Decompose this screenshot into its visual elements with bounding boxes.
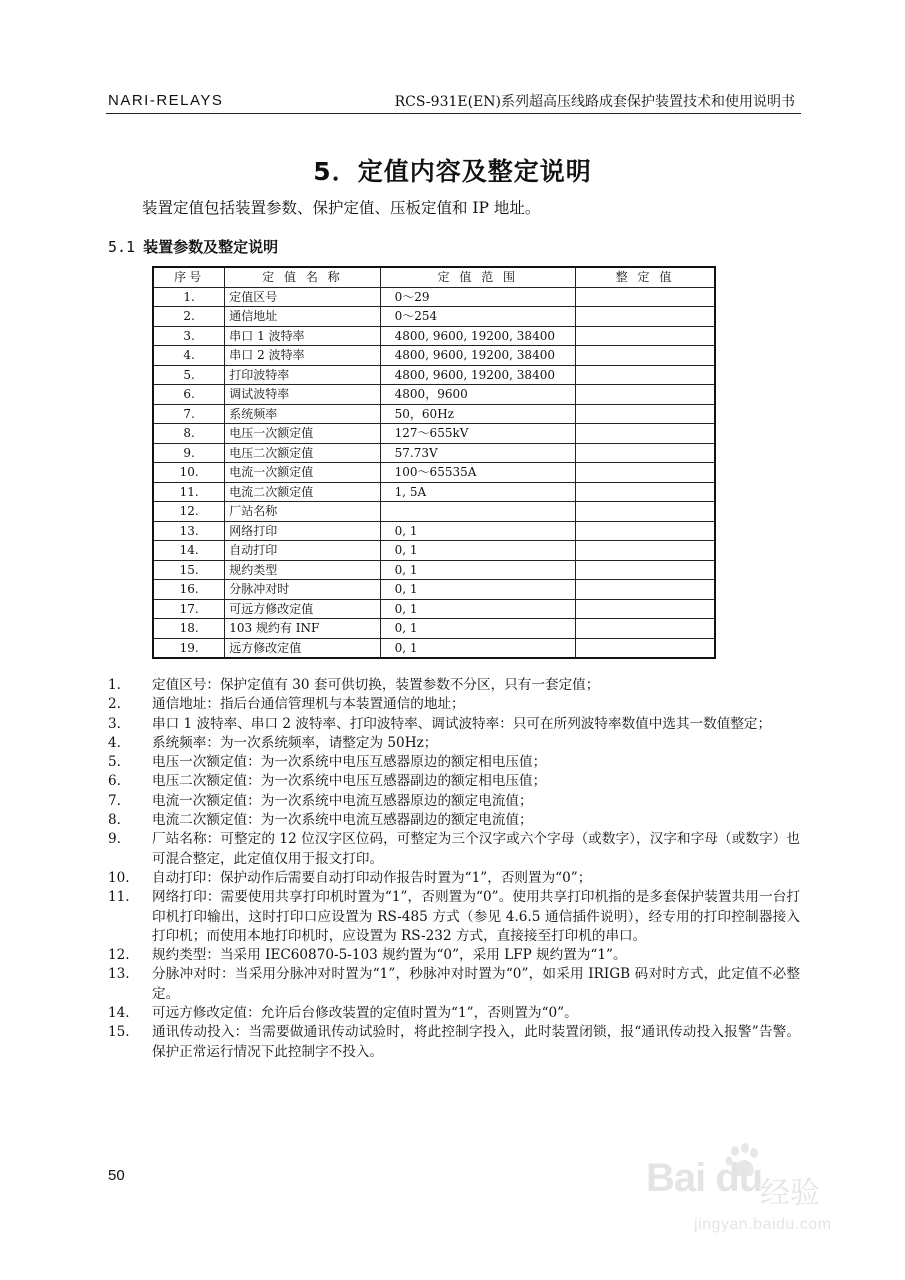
- note-number: 12.: [108, 947, 130, 964]
- setting-range: 1, 5A: [380, 482, 575, 502]
- header-no: 序号: [153, 267, 225, 287]
- list-item: [108, 792, 800, 811]
- row-number: 7.: [153, 404, 225, 424]
- table-row: [153, 326, 715, 346]
- list-item: [108, 811, 800, 830]
- list-item: [108, 734, 800, 753]
- setting-range: 0, 1: [380, 599, 575, 619]
- table-row: [153, 580, 715, 600]
- table-row: [153, 463, 715, 483]
- watermark-brand: Bai du: [646, 1156, 763, 1200]
- row-number: 18.: [153, 619, 225, 639]
- note-text: 通信地址：指后台通信管理机与本装置通信的地址；: [152, 696, 465, 713]
- list-item: [108, 946, 800, 965]
- note-text: 网络打印：需要使用共享打印机时置为“1”，否则置为“0”。使用共享打印机指的是多套保护装置共用一台打印机打印输出，这时打印口应设置为 RS-485 方式（参见 4.6.5 通信插件说明），经专用的打印控制器接入打印机；而使用本地打印机时，应设置为 RS-232 方式，直接接至打印机的串口。: [152, 889, 800, 944]
- watermark-url: jingyan.baidu.com: [694, 1216, 832, 1233]
- row-number: 16.: [153, 580, 225, 600]
- table-row: [153, 638, 715, 658]
- table-row: [153, 346, 715, 366]
- list-item: [108, 695, 800, 714]
- setting-name: 规约类型: [225, 560, 380, 580]
- row-number: 17.: [153, 599, 225, 619]
- row-number: 19.: [153, 638, 225, 658]
- setting-name: 通信地址: [225, 307, 380, 327]
- setting-range: 4800, 9600, 19200, 38400: [380, 326, 575, 346]
- note-text: 规约类型：当采用 IEC60870-5-103 规约置为“0”，采用 LFP 规约置为“1”。: [152, 947, 627, 964]
- note-text: 定值区号：保护定值有 30 套可供切换，装置参数不分区，只有一套定值；: [152, 677, 600, 693]
- row-number: 5.: [153, 365, 225, 385]
- list-item: [108, 772, 800, 791]
- setting-name: 电流一次额定值: [225, 463, 380, 483]
- note-number: 4.: [108, 734, 121, 751]
- setting-value: [576, 307, 715, 327]
- note-number: 10.: [108, 869, 130, 886]
- row-number: 8.: [153, 424, 225, 444]
- row-number: 11.: [153, 482, 225, 502]
- table-row: [153, 541, 715, 561]
- list-item: [108, 753, 800, 772]
- row-number: 9.: [153, 443, 225, 463]
- note-text: 电流二次额定值：为一次系统中电流互感器副边的额定电流值；: [152, 812, 533, 829]
- setting-name: 分脉冲对时: [225, 580, 380, 600]
- list-item: [108, 676, 800, 695]
- setting-name: 103 规约有 INF: [225, 619, 380, 639]
- note-number: 9.: [108, 831, 121, 848]
- setting-value: [576, 502, 715, 522]
- row-number: 14.: [153, 541, 225, 561]
- note-text: 串口 1 波特率、串口 2 波特率、打印波特率、调试波特率：只可在所列波特率数值中选其一数值整定；: [152, 715, 772, 732]
- row-number: 13.: [153, 521, 225, 541]
- setting-range: 0, 1: [380, 619, 575, 639]
- table-row: [153, 599, 715, 619]
- list-item: [108, 869, 800, 888]
- row-number: 15.: [153, 560, 225, 580]
- setting-name: 系统频率: [225, 404, 380, 424]
- section-heading: [108, 236, 278, 257]
- note-number: 11.: [108, 889, 130, 906]
- note-text: 电压一次额定值：为一次系统中电压互感器原边的额定相电压值；: [152, 754, 547, 771]
- setting-value: [576, 463, 715, 483]
- setting-range: 0, 1: [380, 638, 575, 658]
- row-number: 10.: [153, 463, 225, 483]
- table-row: [153, 619, 715, 639]
- list-item: [108, 1004, 800, 1023]
- header-name: 定 值 名 称: [225, 267, 380, 287]
- setting-name: 打印波特率: [225, 365, 380, 385]
- row-number: 6.: [153, 385, 225, 405]
- note-number: 1.: [108, 677, 121, 693]
- setting-name: 自动打印: [225, 541, 380, 561]
- setting-value: [576, 385, 715, 405]
- list-item: [108, 965, 800, 1004]
- setting-name: 电压二次额定值: [225, 443, 380, 463]
- notes-list: [108, 676, 800, 1062]
- setting-range: 57.73V: [380, 443, 575, 463]
- table-row: [153, 385, 715, 405]
- list-item: [108, 1023, 800, 1062]
- row-number: 4.: [153, 346, 225, 366]
- setting-range: 4800, 9600, 19200, 38400: [380, 346, 575, 366]
- header-document-title: RCS-931E(EN)系列超高压线路成套保护装置技术和使用说明书: [394, 94, 795, 110]
- setting-range: 0, 1: [380, 541, 575, 561]
- table-row: [153, 560, 715, 580]
- row-number: 12.: [153, 502, 225, 522]
- setting-range: 0, 1: [380, 521, 575, 541]
- setting-range: 0, 1: [380, 560, 575, 580]
- note-number: 3.: [108, 715, 121, 732]
- table-row: [153, 482, 715, 502]
- setting-value: [576, 443, 715, 463]
- note-number: 6.: [108, 773, 121, 790]
- setting-name: 串口 2 波特率: [225, 346, 380, 366]
- note-text: 厂站名称：可整定的 12 位汉字区位码，可整定为三个汉字或六个字母（或数字），汉字和字母（或数字）也可混合整定，此定值仅用于报文打印。: [152, 831, 800, 867]
- setting-name: 串口 1 波特率: [225, 326, 380, 346]
- setting-value: [576, 326, 715, 346]
- list-item: [108, 830, 800, 869]
- row-number: 3.: [153, 326, 225, 346]
- setting-range: 50，60Hz: [380, 404, 575, 424]
- setting-value: [576, 619, 715, 639]
- note-number: 13.: [108, 966, 130, 983]
- setting-range: 4800，9600: [380, 385, 575, 405]
- list-item: [108, 715, 800, 734]
- note-number: 15.: [108, 1024, 130, 1041]
- note-number: 2.: [108, 696, 121, 713]
- setting-value: [576, 521, 715, 541]
- table-row: [153, 307, 715, 327]
- intro-paragraph: 装置定值包括装置参数、保护定值、压板定值和 IP 地址。: [142, 199, 541, 217]
- note-text: 可远方修改定值：允许后台修改装置的定值时置为“1”，否则置为“0”。: [152, 1005, 578, 1022]
- baidu-jingyan-watermark: [636, 1138, 848, 1256]
- setting-range: 127～655kV: [380, 424, 575, 444]
- table-row: [153, 404, 715, 424]
- table-row: [153, 521, 715, 541]
- note-number: 14.: [108, 1005, 130, 1022]
- table-header-row: [153, 267, 715, 287]
- table-row: [153, 287, 715, 307]
- page-title: 5．定值内容及整定说明: [313, 157, 592, 186]
- setting-range: [380, 502, 575, 522]
- setting-name: 调试波特率: [225, 385, 380, 405]
- table-row: [153, 365, 715, 385]
- setting-value: [576, 482, 715, 502]
- note-text: 电流一次额定值：为一次系统中电流互感器原边的额定电流值；: [152, 792, 533, 809]
- note-text: 电压二次额定值：为一次系统中电压互感器副边的额定相电压值；: [152, 773, 547, 790]
- setting-value: [576, 346, 715, 366]
- table-row: [153, 443, 715, 463]
- note-text: 自动打印：保护动作后需要自动打印动作报告时置为“1”，否则置为“0”；: [152, 869, 592, 886]
- section-title: 装置参数及整定说明: [143, 238, 279, 256]
- table-row: [153, 424, 715, 444]
- note-number: 7.: [108, 792, 121, 809]
- setting-name: 电压一次额定值: [225, 424, 380, 444]
- note-text: 通讯传动投入：当需要做通讯传动试验时，将此控制字投入，此时装置闭锁，报“通讯传动投入报警”告警。保护正常运行情况下此控制字不投入。: [152, 1024, 800, 1060]
- setting-name: 可远方修改定值: [225, 599, 380, 619]
- setting-value: [576, 404, 715, 424]
- setting-value: [576, 541, 715, 561]
- note-text: 系统频率：为一次系统频率，请整定为 50Hz；: [152, 734, 438, 751]
- section-number: 5.1: [108, 238, 136, 256]
- setting-range: 0～29: [380, 287, 575, 307]
- setting-value: [576, 560, 715, 580]
- setting-range: 4800, 9600, 19200, 38400: [380, 365, 575, 385]
- table-row: [153, 502, 715, 522]
- setting-value: [576, 638, 715, 658]
- setting-name: 远方修改定值: [225, 638, 380, 658]
- page-number: 50: [108, 1167, 125, 1184]
- setting-name: 电流二次额定值: [225, 482, 380, 502]
- row-number: 2.: [153, 307, 225, 327]
- setting-value: [576, 424, 715, 444]
- list-item: [108, 888, 800, 946]
- header-company: NARI-RELAYS: [108, 92, 224, 109]
- header-value: 整 定 值: [576, 267, 715, 287]
- note-number: 8.: [108, 812, 121, 829]
- note-text: 分脉冲对时：当采用分脉冲对时置为“1”，秒脉冲对时置为“0”，如采用 IRIGB 码对时方式，此定值不必整定。: [152, 966, 800, 1002]
- watermark-brand-cn: 经验: [760, 1176, 820, 1211]
- setting-range: 0, 1: [380, 580, 575, 600]
- setting-value: [576, 599, 715, 619]
- setting-value: [576, 580, 715, 600]
- setting-value: [576, 287, 715, 307]
- setting-range: 100～65535A: [380, 463, 575, 483]
- setting-name: 定值区号: [225, 287, 380, 307]
- setting-name: 网络打印: [225, 521, 380, 541]
- setting-name: 厂站名称: [225, 502, 380, 522]
- header-rule: [106, 113, 801, 114]
- setting-range: 0～254: [380, 307, 575, 327]
- header-range: 定 值 范 围: [380, 267, 575, 287]
- setting-value: [576, 365, 715, 385]
- note-number: 5.: [108, 754, 121, 771]
- parameter-table: [152, 266, 716, 659]
- row-number: 1.: [153, 287, 225, 307]
